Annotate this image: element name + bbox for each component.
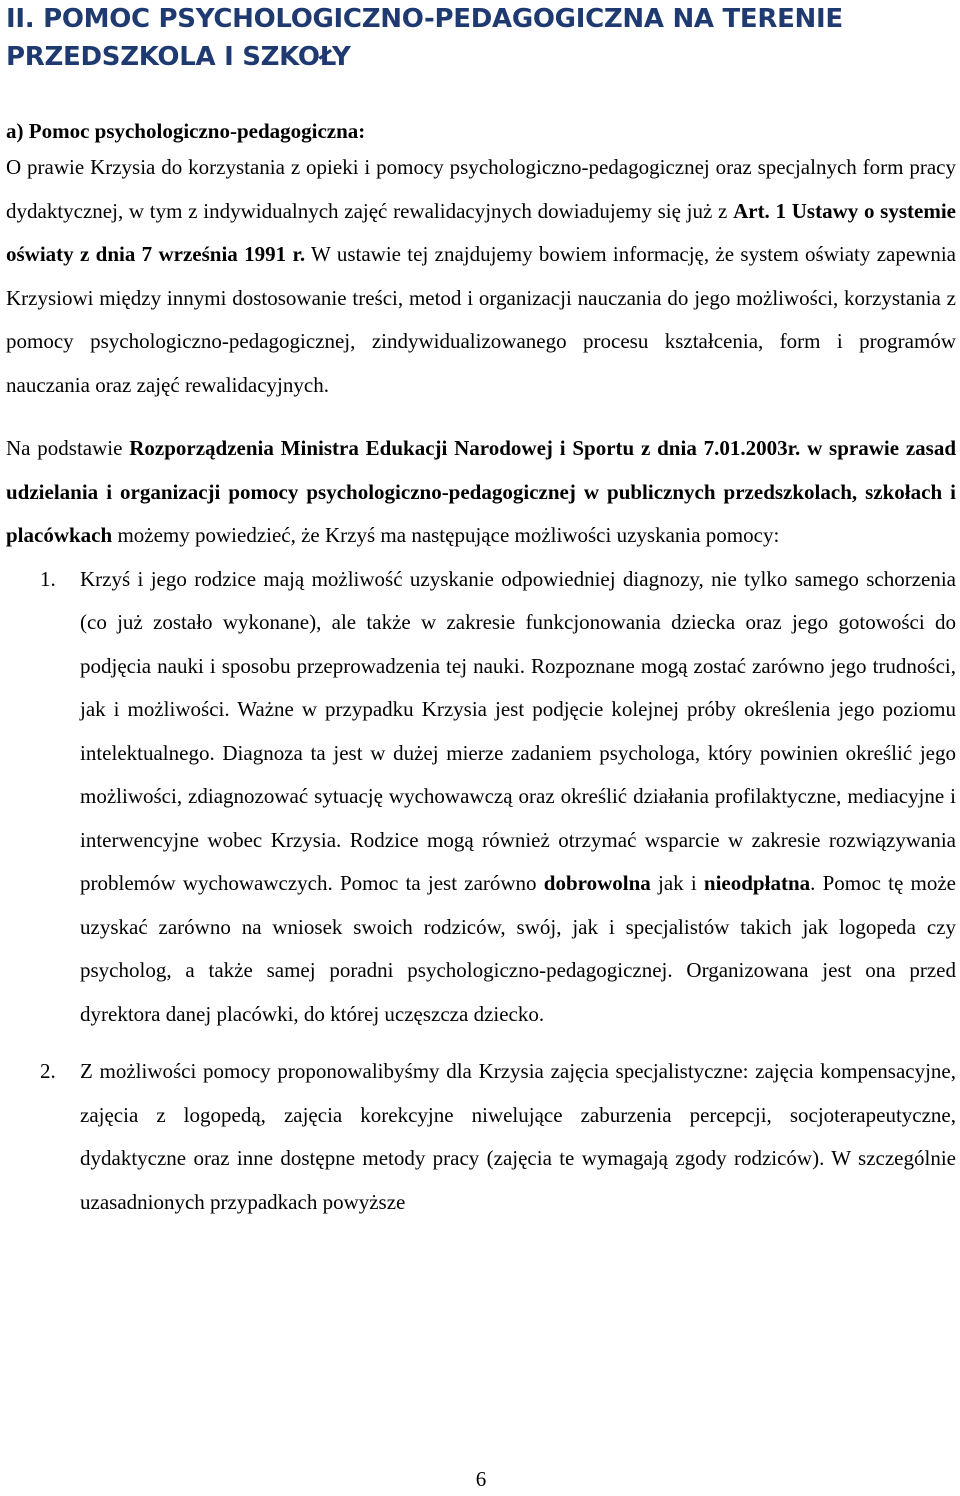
list-item-text [80, 558, 956, 1037]
paragraph-regulation-bold: Rozporządzenia Ministra Edukacji Narodowej i Sportu z dnia 7.01.2003r. w sprawie zasad udzielania i organizacji pomocy psychologiczno-pedagogicznej w publicznych przedszkolach, szkołach i placówkach [6, 436, 956, 547]
list-item-text-part: . Pomoc tę może uzyskać zarówno na wniosek swoich rodziców, swój, jak i specjalistów takich jak logopeda czy psycholog, a także samej poradni psychologiczno-pedagogicznej. Organizowana jest ona przed dyrektora danej placówki, do której uczęszcza dziecko. [80, 871, 957, 1026]
list-item-number: 2. [40, 1059, 56, 1083]
paragraph-art1-text-2: W ustawie tej znajdujemy bowiem informację, że system oświaty zapewnia Krzysiowi między innymi dostosowanie treści, metod i organizacji nauczania do jego możliwości, korzystania z pomocy psychologiczno-pedagogicznej, zindywidualizowanego procesu kształcenia, form i programów nauczania oraz zajęć rewalidacyjnych. [6, 242, 956, 397]
paragraph-art1-bold: Art. 1 Ustawy o systemie oświaty z dnia 7 września 1991 r. [6, 198, 956, 266]
list-item [6, 558, 956, 1037]
paragraph-art1 [6, 146, 956, 407]
list-item [6, 1050, 956, 1224]
chapter-heading-line-1: II. POMOC PSYCHOLOGICZNO-PEDAGOGICZNA NA TERENIE [6, 4, 843, 34]
paragraph-art1-text-1: O prawie Krzysia do korzystania z opieki i pomocy psychologiczno-pedagogicznej oraz specjalnych form pracy dydaktycznej, w tym z indywidualnych zajęć rewalidacyjnych dowiadujemy się już z [6, 155, 956, 223]
page-number: 6 [475, 1467, 487, 1491]
list-item-text-part: jak i [650, 871, 704, 895]
chapter-heading [6, 0, 956, 76]
paragraph-regulation-text-2: możemy powiedzieć, że Krzyś ma następujące możliwości uzyskania pomocy: [112, 523, 780, 547]
document-page [6, 0, 956, 1496]
list-item-text-part: Krzyś i jego rodzice mają możliwość uzyskanie odpowiedniej diagnozy, nie tylko samego schorzenia (co już zostało wykonane), ale także w zakresie funkcjonowania dziecka oraz jego gotowości do podjęcia nauki i sposobu przeprowadzenia tej nauki. Rozpoznane mogą zostać zarówno jego trudności, jak i możliwości. Ważne w przypadku Krzysia jest podjęcie kolejnej próby określenia jego poziomu intelektualnego. Diagnoza ta jest w dużej mierze zadaniem psychologa, który powinien określić jego możliwości, zdiagnozować sytuację wychowawczą oraz określić działania profilaktyczne, mediacyjne i interwencyjne wobec Krzysia. Rodzice mogą również otrzymać wsparcie w zakresie rozwiązywania problemów wychowawczych. Pomoc ta jest zarówno [80, 566, 956, 895]
paragraph-regulation [6, 427, 956, 558]
help-options-list [6, 558, 956, 1225]
list-item-bold: dobrowolna [543, 871, 651, 895]
list-item-bold: nieodpłatna [703, 871, 811, 895]
chapter-heading-line-2: PRZEDSZKOLA I SZKOŁY [6, 42, 351, 72]
list-item-text-part: Z możliwości pomocy proponowalibyśmy dla Krzysia zajęcia specjalistyczne: zajęcia kompensacyjne, zajęcia z logopedą, zajęcia korekcyjne niwelujące zaburzenia percepcji, socjoterapeutyczne, dydaktyczne oraz inne dostępne metody pracy (zajęcia te wymagają zgody rodziców). W szczególnie uzasadnionych przypadkach powyższe [80, 1059, 956, 1214]
paragraph-regulation-text-1: Na podstawie [6, 436, 130, 460]
list-item-number: 1. [40, 566, 56, 591]
section-a-title: a) Pomoc psychologiczno-pedagogiczna: [6, 119, 366, 143]
list-item-text [80, 1050, 956, 1224]
